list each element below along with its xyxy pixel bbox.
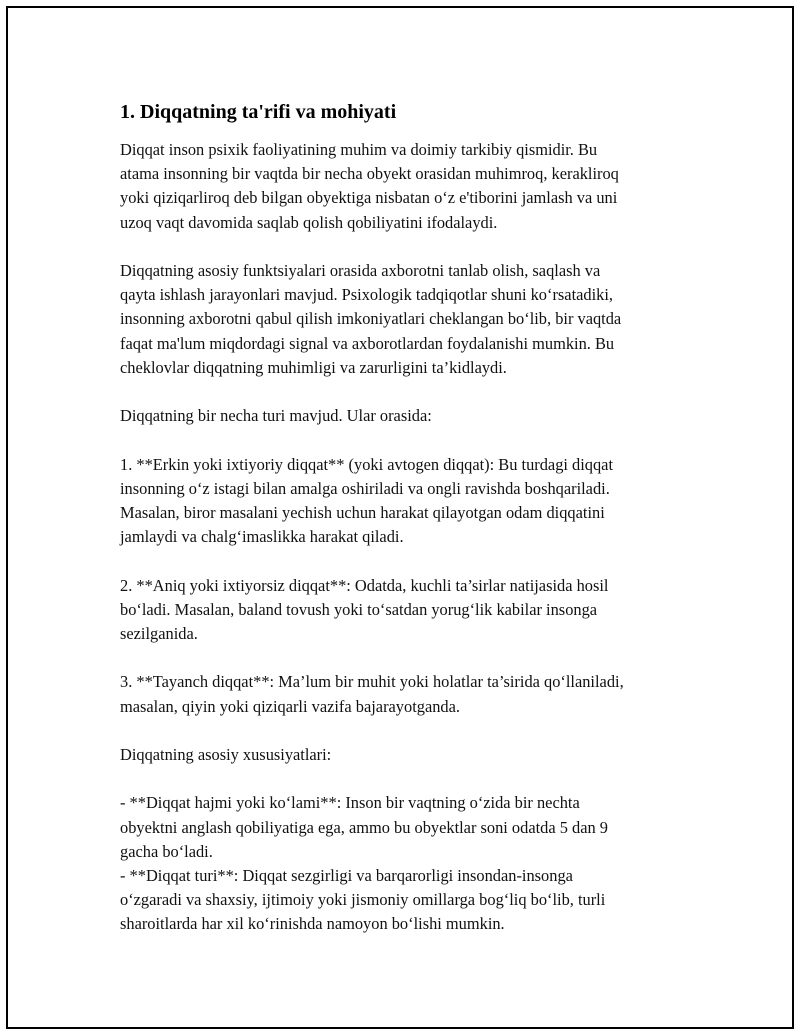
text-line: cheklovlar diqqatning muhimligi va zarurligini ta’kidlaydi. [120, 357, 507, 377]
text-line: insonning o‘z istagi bilan amalga oshiriladi va ongli ravishda boshqariladi. [120, 478, 610, 498]
list-item-involuntary-attention [120, 574, 706, 647]
paragraph-types-intro [120, 404, 706, 428]
text-line: - **Diqqat turi**: Diqqat sezgirligi va barqarorligi insondan-insonga [120, 865, 573, 885]
text-line: 2. **Aniq yoki ixtiyorsiz diqqat**: Odatda, kuchli ta’sirlar natijasida hosil [120, 575, 609, 595]
text-line: qayta ishlash jarayonlari mavjud. Psixologik tadqiqotlar shuni ko‘rsatadiki, [120, 285, 613, 305]
text-line: obyektni anglash qobiliyatiga ega, ammo bu obyektlar soni odatda 5 dan 9 [120, 817, 608, 837]
document-title: 1. Diqqatning ta'rifi va mohiyati [120, 101, 397, 123]
text-line: - **Diqqat hajmi yoki ko‘lami**: Inson bir vaqtning o‘zida bir nechta [120, 793, 580, 813]
text-line: uzoq vaqt davomida saqlab qolish qobiliyatini ifodalaydi. [120, 212, 498, 232]
paragraph-functions [120, 259, 706, 380]
text-line: 1. **Erkin yoki ixtiyoriy diqqat** (yoki avtogen diqqat): Bu turdagi diqqat [120, 454, 614, 474]
paragraph-definition [120, 138, 706, 235]
text-line: masalan, qiyin yoki qiziqarli vazifa bajarayotganda. [120, 696, 460, 716]
list-properties [120, 791, 706, 936]
text-line: gacha bo‘ladi. [120, 841, 213, 861]
text-line: 3. **Tayanch diqqat**: Ma’lum bir muhit yoki holatlar ta’sirida qo‘llaniladi, [120, 672, 624, 692]
text-line: insonning axborotni qabul qilish imkoniyatlari cheklangan bo‘lib, bir vaqtda [120, 309, 622, 329]
text-line: Diqqat inson psixik faoliyatining muhim va doimiy tarkibiy qismidir. Bu [120, 140, 598, 159]
text-line: sezilganida. [120, 624, 198, 643]
text-line: jamlaydi va chalg‘imaslikka harakat qiladi. [120, 527, 404, 547]
page-frame [6, 6, 794, 1029]
list-item-support-attention [120, 670, 706, 718]
text-line: Diqqatning bir necha turi mavjud. Ular orasida: [120, 406, 432, 426]
text-line: Masalan, biror masalani yechish uchun harakat qilayotgan odam diqqatini [120, 503, 605, 522]
text-line: o‘zgaradi va shaxsiy, ijtimoiy yoki jismoniy omillarga bog‘liq bo‘lib, turli [120, 890, 606, 910]
text-line: bo‘ladi. Masalan, baland tovush yoki to‘satdan yorug‘lik kabilar insonga [120, 599, 598, 619]
text-line: Diqqatning asosiy funktsiyalari orasida axborotni tanlab olish, saqlash va [120, 261, 601, 280]
text-line: faqat ma'lum miqdordagi signal va axborotlardan foydalanishi mumkin. Bu [120, 333, 615, 353]
document-body [120, 98, 706, 937]
paragraph-properties-intro [120, 743, 706, 767]
text-line: yoki qiziqarliroq deb bilgan obyektiga nisbatan o‘z e'tiborini jamlash va uni [120, 188, 618, 208]
list-item-voluntary-attention [120, 453, 706, 550]
text-line: atama insonning bir vaqtda bir necha obyekt orasidan muhimroq, keraklіroq [120, 164, 619, 184]
text-line: sharoitlarda har xil ko‘rinishda namoyon bo‘lishi mumkin. [120, 914, 505, 934]
text-line: Diqqatning asosiy xususiyatlari: [120, 744, 332, 764]
